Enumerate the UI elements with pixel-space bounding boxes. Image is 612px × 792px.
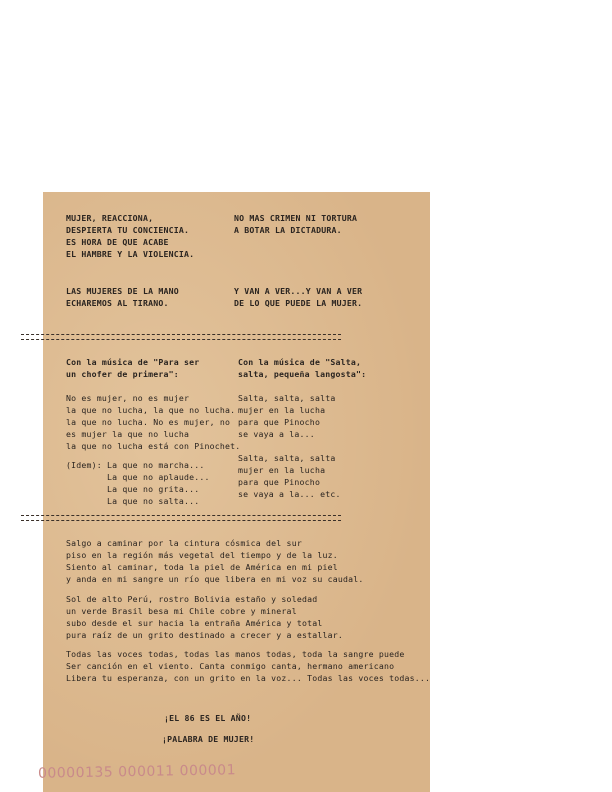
poem-line: y anda en mi sangre un río que libera en mi voz su caudal. (66, 574, 364, 584)
song-heading: un chofer de primera": (66, 369, 179, 379)
song-line: Salta, salta, salta (238, 453, 336, 463)
song-line: La que no aplaude... (66, 472, 210, 482)
song-line: la que no lucha. No es mujer, no (66, 417, 231, 427)
song-line: La que no salta... (66, 496, 200, 506)
song-line: mujer en la lucha (238, 405, 326, 415)
slogan-line: DE LO QUE PUEDE LA MUJER. (234, 298, 363, 308)
separator-line (21, 334, 341, 340)
slogan-line: ES HORA DE QUE ACABE (66, 237, 169, 247)
song-line: la que no lucha está con Pinochet. (66, 441, 241, 451)
closing-slogan: ¡EL 86 ES EL AÑO! (164, 713, 252, 723)
song-line: para que Pinocho (238, 417, 321, 427)
song-line: es mujer la que no lucha (66, 429, 190, 439)
song-line: La que no grita... (66, 484, 200, 494)
closing-slogan: ¡PALABRA DE MUJER! (162, 734, 255, 744)
slogan-line: DESPIERTA TU CONCIENCIA. (66, 225, 190, 235)
slogan-line: MUJER, REACCIONA, (66, 213, 154, 223)
poem-line: Todas las voces todas, todas las manos todas, toda la sangre puede (66, 649, 405, 659)
poem-line: un verde Brasil besa mi Chile cobre y mineral (66, 606, 297, 616)
song-heading: Con la música de "Salta, (238, 357, 362, 367)
song-line: No es mujer, no es mujer (66, 393, 190, 403)
song-line: para que Pinocho (238, 477, 321, 487)
poem-line: Libera tu esperanza, con un grito en la voz... Todas las voces todas... (66, 673, 431, 683)
song-heading: salta, pequeña langosta": (238, 369, 367, 379)
separator-line (21, 515, 341, 521)
slogan-line: Y VAN A VER...Y VAN A VER (234, 286, 363, 296)
slogan-line: LAS MUJERES DE LA MANO (66, 286, 179, 296)
poem-line: Salgo a caminar por la cintura cósmica del sur (66, 538, 302, 548)
song-line: Salta, salta, salta (238, 393, 336, 403)
song-line: la que no lucha, la que no lucha. (66, 405, 236, 415)
song-line: (Idem): La que no marcha... (66, 460, 205, 470)
poem-line: Ser canción en el viento. Canta conmigo canta, hermano americano (66, 661, 395, 671)
slogan-line: ECHAREMOS AL TIRANO. (66, 298, 169, 308)
poem-line: subo desde el sur hacia la entraña América y total (66, 618, 323, 628)
slogan-line: A BOTAR LA DICTADURA. (234, 225, 342, 235)
song-line: se vaya a la... etc. (238, 489, 341, 499)
song-line: se vaya a la... (238, 429, 315, 439)
poem-line: piso en la región más vegetal del tiempo y de la luz. (66, 550, 338, 560)
archive-stamp: 00000135 000011 000001 (37, 762, 237, 782)
slogan-line: EL HAMBRE Y LA VIOLENCIA. (66, 249, 195, 259)
poem-line: Sol de alto Perú, rostro Bolivia estaño y soledad (66, 594, 318, 604)
song-line: mujer en la lucha (238, 465, 326, 475)
poem-line: pura raíz de un grito destinado a crecer y a estallar. (66, 630, 343, 640)
slogan-line: NO MAS CRIMEN NI TORTURA (234, 213, 358, 223)
song-heading: Con la música de "Para ser (66, 357, 200, 367)
poem-line: Siento al caminar, toda la piel de América en mi piel (66, 562, 338, 572)
